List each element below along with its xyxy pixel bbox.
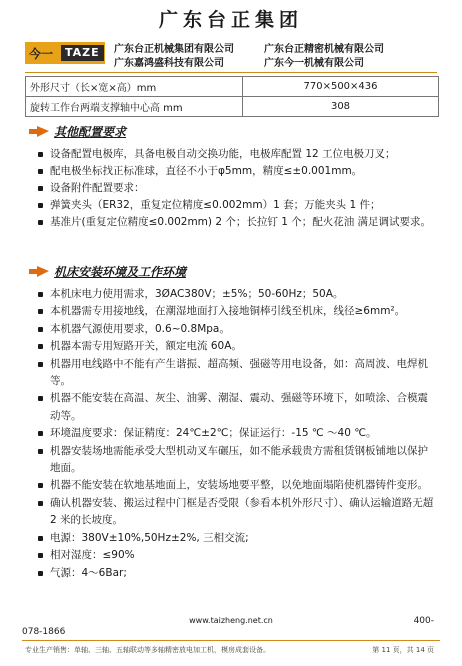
bullet-icon [38, 292, 43, 297]
list-item [38, 390, 438, 425]
list-item-text: 基准片(重复定位精度≤0.002mm) 2 个；长拉钉 1 个；配火花油 满足调试要求。 [50, 216, 432, 228]
company-name: 广东台正机械集团有限公司 [114, 44, 234, 55]
footer-divider [22, 640, 440, 641]
list-item [38, 495, 438, 530]
bullet-icon [38, 344, 43, 349]
bullet-icon [38, 536, 43, 541]
list-item [38, 477, 438, 494]
bullet-icon [38, 396, 43, 401]
bullet-icon [38, 309, 43, 314]
page-number: 第 11 页，共 14 页 [372, 646, 434, 654]
bullet-icon [38, 483, 43, 488]
list-item [38, 146, 438, 163]
spec-value: 308 [243, 97, 439, 117]
company-list [114, 43, 454, 71]
bullet-icon [38, 220, 43, 225]
list-item-text: 本机器气源使用要求，0.6~0.8Mpa。 [50, 322, 230, 335]
list-item-text: 相对湿度：≤90% [50, 549, 135, 562]
list-item-text: 设备附件配置要求： [50, 182, 145, 194]
bullet-icon [38, 362, 43, 367]
bullet-icon [38, 553, 43, 558]
list-item [38, 547, 438, 564]
bullet-icon [38, 431, 43, 436]
list-item-text: 环境温度要求：保证精度：24℃±2℃；保证运行：-15 ℃ ～40 ℃。 [50, 427, 377, 440]
bullet-icon [38, 152, 43, 157]
list-item [38, 180, 438, 197]
company-name: 广东台正精密机械有限公司 [264, 44, 384, 55]
table-row [26, 77, 439, 97]
list-item [38, 286, 438, 303]
company-row [114, 43, 454, 57]
list-item [38, 565, 438, 582]
list-item-text: 配电极坐标找正标准球，直径不小于φ5mm，精度≤±0.001mm。 [50, 165, 363, 177]
bullet-icon [38, 449, 43, 454]
list-item [38, 356, 438, 391]
spec-table [25, 76, 439, 117]
table-row [26, 97, 439, 117]
section-title-text: 机床安装环境及工作环境 [54, 265, 187, 279]
list-item-text: 本机床电力使用需求，3ØAC380V；±5%；50-60Hz；50A。 [50, 288, 344, 300]
list-item-text: 本机器需专用接地线，在潮湿地面打入接地铜棒引线至机床，线径≥6mm²。 [50, 305, 406, 318]
bullet-icon [38, 203, 43, 208]
logo-cn-text: 今一 [29, 46, 54, 61]
company-name: 广东嘉鸿盛科技有限公司 [114, 58, 224, 69]
page-title: 广东台正集团 [158, 9, 303, 31]
list-item [38, 321, 438, 338]
spec-value: 770×500×436 [243, 77, 439, 97]
bullet-icon [38, 327, 43, 332]
list-item [38, 197, 438, 214]
spec-label: 外形尺寸（长×宽×高）mm [26, 77, 243, 97]
footer-phone: 078-1866 [22, 627, 66, 637]
list-item-text: 机器本需专用短路开关，额定电流 60A。 [50, 340, 242, 353]
pointing-hand-icon [28, 125, 50, 138]
list-item [38, 163, 438, 180]
company-name: 广东今一机械有限公司 [264, 58, 364, 69]
list-item-text: 机器不能安装在软地基地面上，安装场地要平整，以免地面塌陷使机器铸件变形。 [50, 479, 428, 492]
taze-logo [25, 42, 105, 64]
footer-slogan: 专业生产销售：单轴、三轴、五轴联动等多轴精密放电加工机，模房成套设备。 [25, 646, 270, 654]
list-item [38, 530, 438, 547]
section-title-install-env [28, 263, 186, 280]
list-item [38, 338, 438, 355]
list-item [38, 303, 438, 320]
list-item-text: 机器用电线路中不能有产生谐振、超高频、强磁等用电设备，如：高周波、电焊机等。 [50, 357, 428, 388]
spec-label: 旋转工作台两端支撑轴中心高 mm [26, 97, 243, 117]
list-item-text: 确认机器安装、搬运过程中门框是否受限（参看本机外形尺寸）、确认运输道路无超 2 米的长坡度。 [50, 496, 434, 527]
other-config-list [38, 146, 438, 231]
list-item [38, 214, 438, 231]
pointing-hand-icon [28, 265, 50, 278]
bullet-icon [38, 501, 43, 506]
bullet-icon [38, 186, 43, 191]
list-item-text: 设备配置电极库，具备电极自动交换功能，电极库配置 12 工位电极刀叉； [50, 148, 396, 160]
section-title-other-config [28, 123, 126, 140]
footer-phone-prefix: 400- [413, 616, 434, 626]
list-item-text: 机器安装场地需能承受大型机动叉车碾压，如不能承载贵方需租赁钢板铺地以保护地面。 [50, 444, 428, 475]
footer-website[interactable]: www.taizheng.net.cn [189, 616, 273, 625]
list-item [38, 443, 438, 478]
list-item-text: 弹簧夹头（ER32，重复定位精度≤0.002mm）1 套；万能夹头 1 件； [50, 199, 381, 211]
header-divider [25, 72, 437, 73]
list-item-text: 机器不能安装在高温、灰尘、油雾、潮湿、震动、强磁等环境下，如喷涂、合模震动等。 [50, 392, 428, 422]
company-row [114, 57, 454, 71]
section-title-text: 其他配置要求 [54, 125, 127, 139]
bullet-icon [38, 169, 43, 174]
list-item-text: 电源：380V±10%,50Hz±2%, 三相交流; [50, 531, 249, 544]
logo-en-text: TAZE [61, 45, 104, 61]
list-item-text: 气源：4～6Bar; [50, 566, 127, 579]
list-item [38, 425, 438, 442]
bullet-icon [38, 571, 43, 576]
install-env-list [38, 286, 438, 582]
